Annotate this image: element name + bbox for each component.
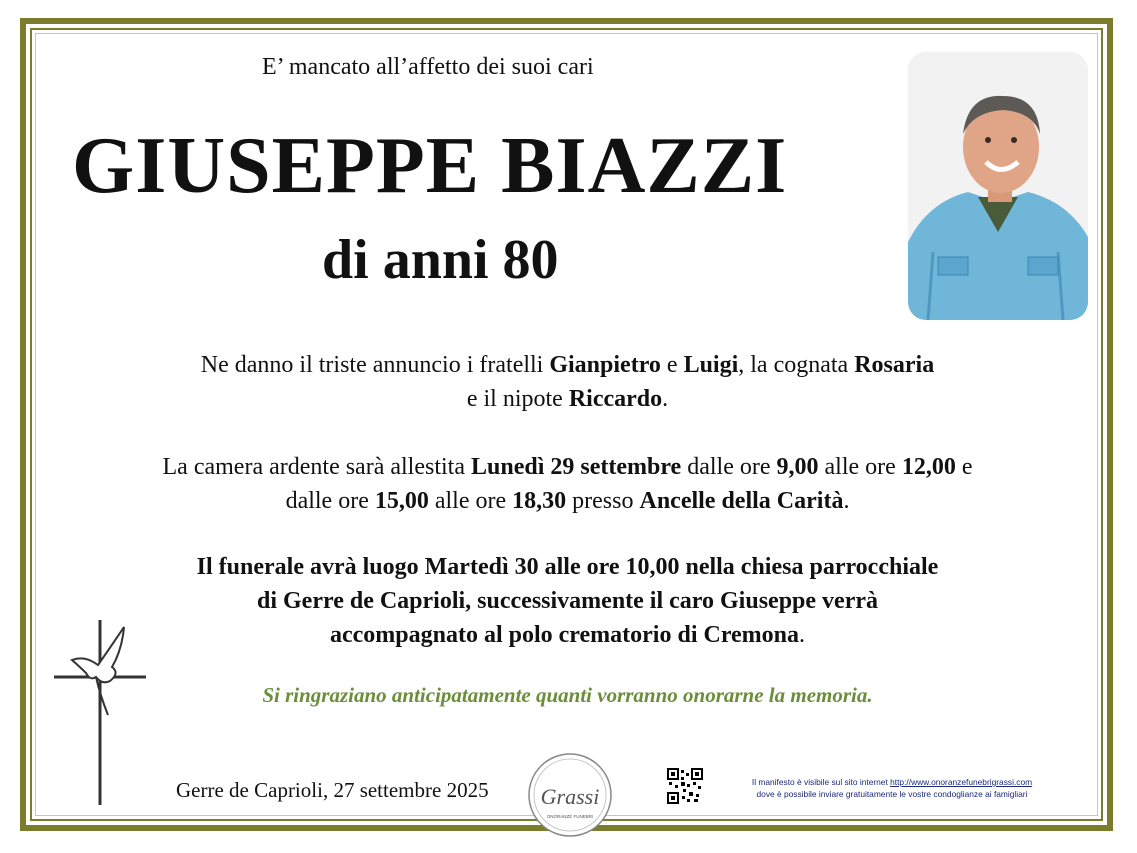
footer-line-1 [712,776,1072,788]
wake-hour: 9,00 [776,454,819,480]
announcement-line-2 [70,382,1065,416]
qr-code[interactable] [667,768,703,804]
wake-hour: 18,30 [512,488,567,514]
wake-paragraph [70,450,1065,518]
funeral-line-2: di Gerre de Caprioli, successivamente il caro Giuseppe verrà [256,588,878,614]
intro-text: E’ mancato all’affetto dei suoi cari [262,54,594,80]
deceased-name: GIUSEPPE BIAZZI [72,122,788,210]
wake-line-2 [70,484,1065,518]
announcement-text: Ne danno il triste annuncio i fratelli [200,352,550,378]
wake-text: e [955,454,973,480]
grassi-logo [527,752,613,838]
wake-text: dalle ore [681,454,777,480]
relative-name: Luigi [683,352,739,378]
wake-day: Lunedì 29 settembre [471,454,682,480]
funeral-text: accompagnato al polo crematorio di Cremona [329,622,800,648]
funeral-line-1: Il funerale avrà luogo Martedì 30 alle ore 10,00 nella chiesa parrocchiale [196,554,939,580]
relative-name: Riccardo [568,386,663,412]
wake-text: alle ore [818,454,902,480]
place-date: Gerre de Caprioli, 27 settembre 2025 [176,778,489,802]
thanks-text: Si ringraziano anticipatamente quanti vorranno onorarne la memoria. [262,683,873,707]
announcement-text: , la cognata [738,352,855,378]
svg-text:ONORANZE FUNEBRI: ONORANZE FUNEBRI [546,814,594,819]
portrait-photo [908,52,1088,320]
cross-dove-icon [50,615,150,810]
deceased-age: di anni 80 [322,229,559,291]
announcement-text: e [660,352,684,378]
footer-text: Il manifesto è visibile sul sito internet [751,777,891,787]
svg-text:Grassi: Grassi [540,784,600,809]
wake-text: . [843,488,850,514]
wake-text: alle ore [428,488,513,514]
wake-text: La camera ardente sarà allestita [162,454,471,480]
relative-name: Gianpietro [549,352,661,378]
footer-line-2: dove è possibile inviare gratuitamente le vostre condoglianze ai famigliari [756,789,1028,799]
announcement-line-1 [70,348,1065,382]
funeral-line-3 [70,618,1065,652]
wake-text: presso [566,488,640,514]
announcement-text: e il nipote [466,386,569,412]
wake-hour: 15,00 [374,488,429,514]
funeral-paragraph [70,550,1065,652]
footer-note [712,776,1072,800]
announcement-text: . [662,386,669,412]
wake-place: Ancelle della Carità [639,488,844,514]
wake-line-1 [70,450,1065,484]
website-link[interactable]: http://www.onoranzefunebrigrassi.com [890,777,1033,787]
wake-hour: 12,00 [901,454,956,480]
relative-name: Rosaria [854,352,935,378]
announcement-paragraph [70,348,1065,416]
wake-text: dalle ore [285,488,375,514]
funeral-period: . [799,622,806,648]
